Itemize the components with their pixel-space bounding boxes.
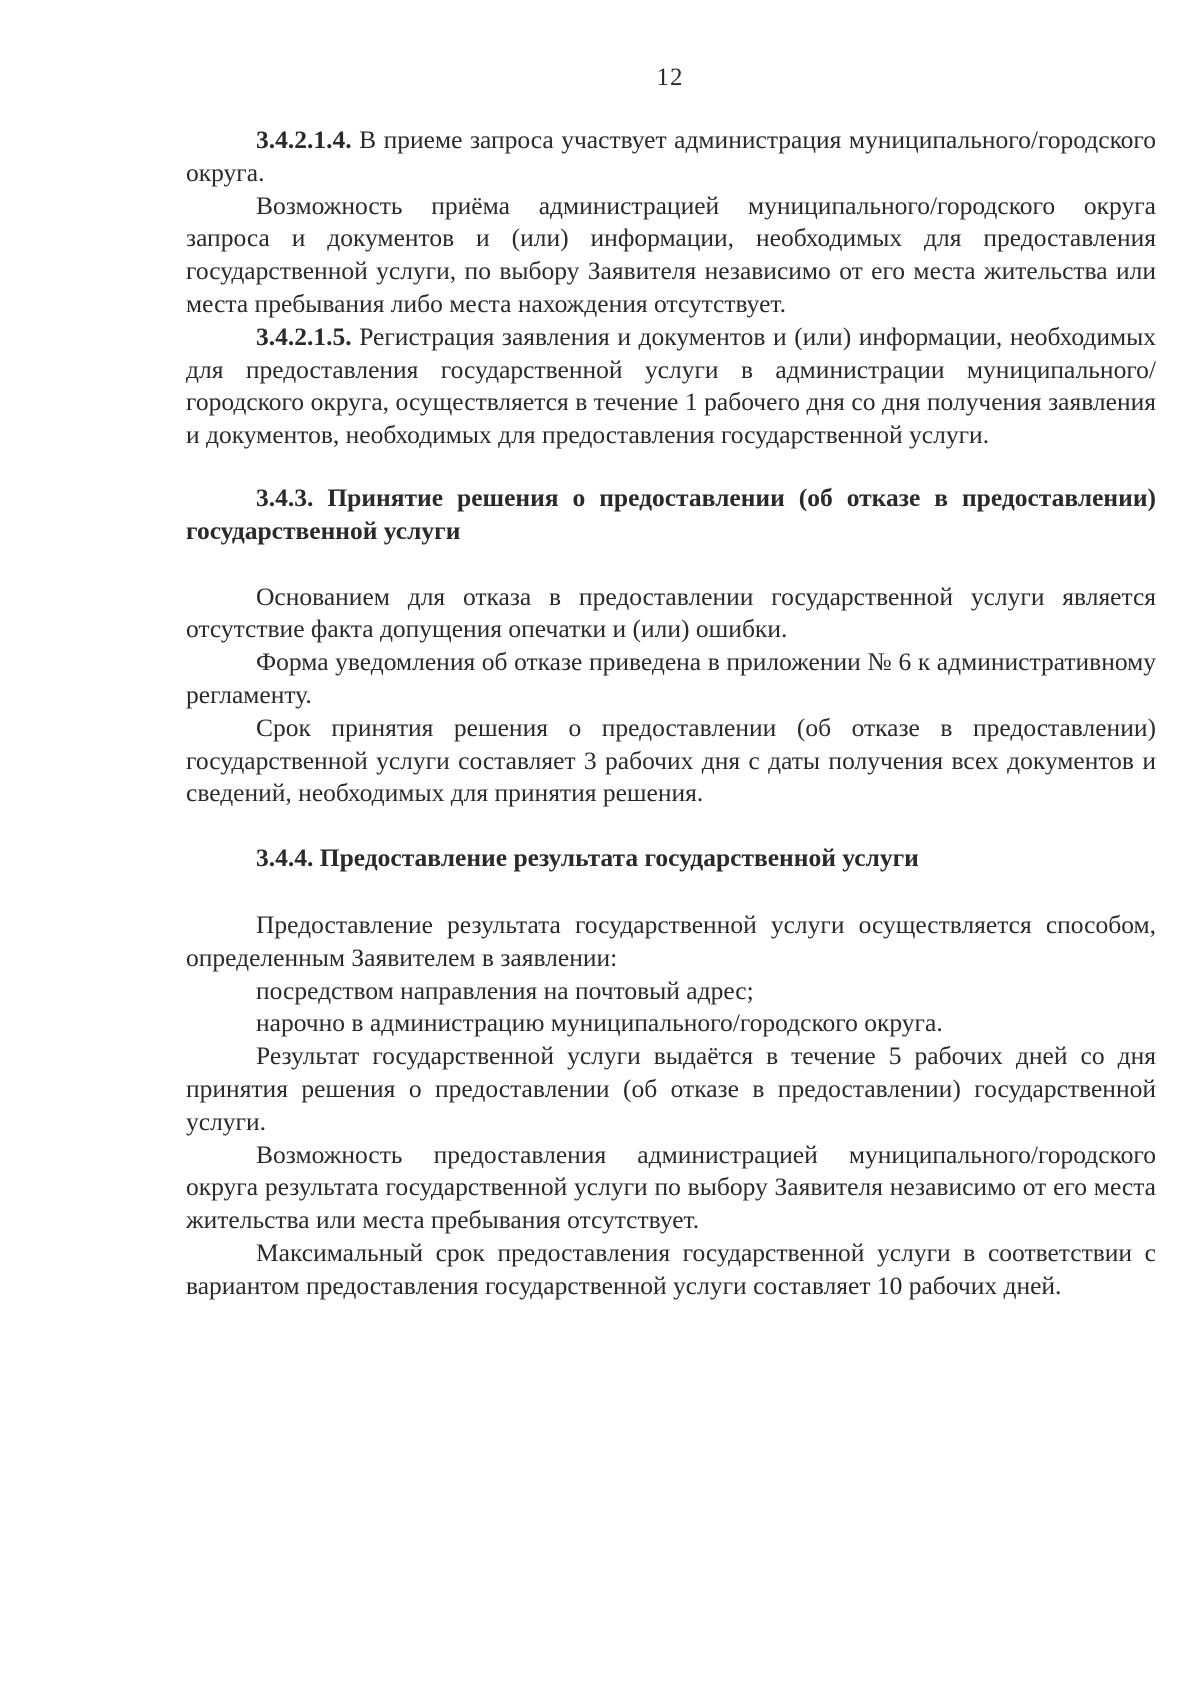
paragraph: Возможность приёма администрацией муниципального/городского округа запроса и документов и (или) информации, необходимых для предоставления государственной услуги, по выбору Заявителя независимо от его места жительства или места пребывания либо места нахождения отсутствует. <box>186 190 1156 318</box>
paragraph: Срок принятия решения о предоставлении (об отказе в предоставлении) государственной услуги составляет 3 рабочих дня с даты получения всех документов и сведений, необходимых для принятия решения. <box>186 712 1156 808</box>
clause-number: 3.4.2.1.4. <box>256 125 352 154</box>
paragraph-text: Регистрация заявления и документов и (или) информации, необходимых для предоставления государственной услуги в администрации муниципального/городского округа, осуществляется в течение 1 рабочего дня со дня получения заявления и документов, необходимых для предоставления государственной услуги. <box>186 321 1156 450</box>
paragraph-text: В приеме запроса участвует администрация муниципального/городского округа. <box>186 125 1156 187</box>
paragraph: Максимальный срок предоставления государственной услуги в соответствии с вариантом предоставления государственной услуги составляет 10 рабочих дней. <box>186 1237 1156 1300</box>
list-item: нарочно в администрацию муниципального/городского округа. <box>256 1008 943 1038</box>
paragraph-3-4-2-1-4 <box>186 124 1156 190</box>
paragraph: Результат государственной услуги выдаётся в течение 5 рабочих дней со дня принятия решения о предоставлении (об отказе в предоставлении) государственной услуги. <box>186 1041 1156 1136</box>
list-item: посредством направления на почтовый адрес; <box>256 975 754 1005</box>
document-body <box>186 124 1156 1303</box>
paragraph: Предоставление результата государственной услуги осуществляется способом, определенным Заявителем в заявлении: <box>186 909 1156 972</box>
page-number: 12 <box>656 64 684 91</box>
paragraph: Форма уведомления об отказе приведена в приложении № 6 к административному регламенту. <box>186 647 1156 709</box>
paragraph: Основанием для отказа в предоставлении государственной услуги является отсутствие факта допущения опечатки и (или) ошибки. <box>186 581 1156 644</box>
section-heading-3-4-4: 3.4.4. Предоставление результата государственной услуги <box>256 843 919 873</box>
paragraph-3-4-2-1-5 <box>186 321 1156 452</box>
section-heading-3-4-3: 3.4.3. Принятие решения о предоставлении (об отказе в предоставлении) государственной услуги <box>186 482 1156 545</box>
paragraph: Возможность предоставления администрацией муниципального/городского округа результата государственной услуги по выбору Заявителя независимо от его места жительства или места пребывания отсутствует. <box>186 1139 1156 1235</box>
clause-number: 3.4.2.1.5. <box>256 321 352 351</box>
